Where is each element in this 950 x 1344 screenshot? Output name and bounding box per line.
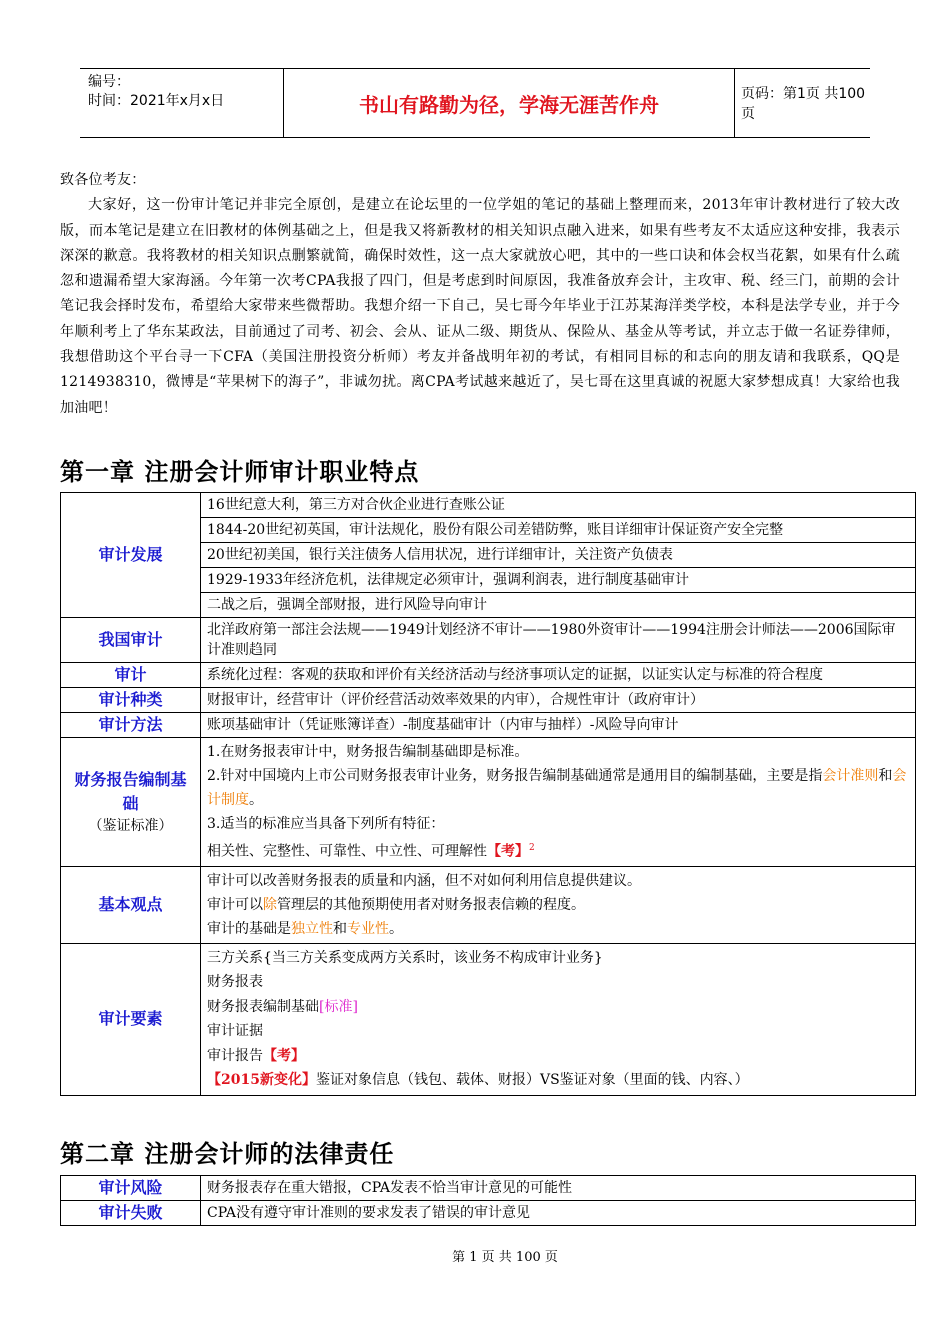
- new-change-tag: 【2015新变化】: [207, 1072, 316, 1089]
- basis-line2: [207, 764, 909, 812]
- table-cell: CPA没有遵守审计准则的要求发表了错误的审计意见: [201, 1201, 916, 1226]
- views-line1: 审计可以改善财务报表的质量和内涵，但不对如何利用信息提供建议。: [207, 872, 641, 889]
- table-cell: 财务报表存在重大错报，CPA发表不恰当审计意见的可能性: [201, 1176, 916, 1201]
- views-line2-end: 管理层的其他预期使用者对财务报表信赖的程度。: [277, 896, 585, 913]
- basis-line3: 3.适当的标准应当具备下列所有特征：: [207, 816, 445, 832]
- basis-line4-text: 相关性、完整性、可靠性、中立性、可理解性: [207, 843, 487, 860]
- table-cell: [201, 943, 916, 1095]
- views-line2-pre: 审计可以: [207, 896, 263, 913]
- views-line2: [207, 893, 909, 917]
- table-row: [61, 688, 916, 713]
- basis-label: 财务报告编制基础: [74, 769, 187, 813]
- row-label: 审计: [61, 663, 201, 688]
- table-cell: [201, 866, 916, 943]
- basis-highlight-system: 会计制度: [207, 768, 907, 808]
- header-info: [88, 73, 278, 111]
- elements-line6: [207, 1068, 909, 1093]
- elements-line5-text: 审计报告: [207, 1047, 263, 1064]
- table-row: [61, 943, 916, 1095]
- table-row: [61, 866, 916, 943]
- header-page: 页码：第1页 共100页: [741, 86, 866, 122]
- intro-body: 大家好，这一份审计笔记并非完全原创，是建立在论坛里的一位学姐的笔记的基础上整理而来，2013年审计教材进行了较大改版，而本笔记是建立在旧教材的体例基础之上，但是我又将新教材的相关知识点融入进来，如果有些考友不太适应这种安排，我表示深深的歉意。我将教材的相关知识点删繁就简，确保时效性，这一点大家就放心吧，其中的一些口诀和体会权当花絮，如果有什么疏忽和遗漏希望大家海涵。今年第一次考CPA我报了四门，但是考虑到时间原因，我准备放弃会计，主攻审、税、经三门，前期的会计笔记我会择时发布，希望给大家带来些微帮助。我想介绍一下自己，吴七哥今年毕业于江苏某海洋类学校，本科是法学专业，并于今年顺利考上了华东某政法，目前通过了司考、初会、会从、证从二级、期货从、保险从、基金从等考试，并立志于做一名证券律师，我想借助这个平台寻一下CFA（美国注册投资分析师）考友并备战明年初的考试，有相同目标的和志向的朋友请和我联系，QQ是1214938310，微博是“苹果树下的海子”，非诚勿扰。离CPA考试越来越近了，吴七哥在这里真诚的祝愿大家梦想成真！大家给也我加油吧！: [60, 197, 900, 416]
- chapter1-title: 第一章 注册会计师审计职业特点: [60, 458, 420, 486]
- intro-greeting: 致各位考友：: [60, 172, 146, 188]
- header-date: 时间：2021年x月x日: [88, 93, 225, 109]
- basis-line4: [207, 836, 909, 864]
- table-row: [61, 618, 916, 663]
- row-label: 审计发展: [61, 493, 201, 618]
- views-highlight-independence: 独立性: [291, 920, 333, 937]
- page-footer: 第 1 页 共 100 页: [452, 1250, 558, 1265]
- table-cell: [201, 738, 916, 867]
- chapter2-table: [60, 1175, 916, 1226]
- header-number: 编号：: [88, 74, 130, 90]
- row-label: 审计要素: [61, 943, 201, 1095]
- table-row: [61, 1201, 916, 1226]
- elements-line3: [207, 995, 909, 1020]
- footnote-mark: 2: [529, 843, 535, 853]
- exam-tag: 【考】: [263, 1047, 305, 1064]
- row-label: 基本观点: [61, 866, 201, 943]
- basis-line1: 1.在财务报表审计中，财务报告编制基础即是标准。: [207, 744, 529, 760]
- views-line3-pre: 审计的基础是: [207, 920, 291, 937]
- table-row: [61, 663, 916, 688]
- intro-letter: [60, 168, 900, 421]
- table-cell: 1844-20世纪初英国，审计法规化，股份有限公司差错防弊，账目详细审计保证资产安全完整: [201, 518, 916, 543]
- table-cell: 1929-1933年经济危机，法律规定必须审计，强调利润表，进行制度基础审计: [201, 568, 916, 593]
- table-cell: 系统化过程：客观的获取和评价有关经济活动与经济事项认定的证据，以证实认定与标准的符合程度: [201, 663, 916, 688]
- row-label: 我国审计: [61, 618, 201, 663]
- row-label: 审计失败: [61, 1201, 201, 1226]
- elements-line2: 财务报表: [207, 974, 263, 991]
- table-cell: 二战之后，强调全部财报，进行风险导向审计: [201, 593, 916, 618]
- table-row: [61, 738, 916, 867]
- basis-line2-text: 2.针对中国境内上市公司财务报表审计业务，财务报告编制基础通常是通用目的编制基础，主要是指: [207, 768, 823, 784]
- basis-sublabel: （鉴证标准）: [88, 817, 173, 834]
- row-label: 审计风险: [61, 1176, 201, 1201]
- views-line3-end: 。: [389, 920, 403, 937]
- standard-tag: [标准]: [319, 998, 358, 1015]
- elements-line1: 三方关系{当三方关系变成两方关系时，该业务不构成审计业务}: [207, 949, 603, 966]
- basis-highlight-standards: 会计准则: [822, 768, 879, 784]
- chapter1-table: [60, 492, 916, 1096]
- exam-tag: 【考】: [487, 843, 529, 860]
- row-label: 审计种类: [61, 688, 201, 713]
- views-highlight-except: 除: [263, 896, 277, 913]
- elements-line5: [207, 1044, 909, 1069]
- elements-line6-text: 鉴证对象信息（钱包、载体、财报）VS鉴证对象（里面的钱、内容、）: [315, 1072, 749, 1089]
- elements-line4: 审计证据: [207, 1023, 263, 1040]
- row-label: 审计方法: [61, 713, 201, 738]
- views-line3-and: 和: [333, 920, 347, 937]
- elements-line3-text: 财务报表编制基础: [207, 998, 319, 1015]
- row-label: [61, 738, 201, 867]
- table-row: [61, 713, 916, 738]
- table-cell: 账项基础审计（凭证账簿详查）-制度基础审计（内审与抽样）-风险导向审计: [201, 713, 916, 738]
- table-cell: 16世纪意大利，第三方对合伙企业进行查账公证: [201, 493, 916, 518]
- table-row: [61, 1176, 916, 1201]
- page-header: [80, 68, 870, 138]
- chapter2-title: 第二章 注册会计师的法律责任: [60, 1140, 395, 1168]
- table-cell: 北洋政府第一部注会法规——1949计划经济不审计——1980外资审计——1994注册会计师法——2006国际审计准则趋同: [201, 618, 916, 663]
- table-cell: 20世纪初美国，银行关注债务人信用状况，进行详细审计，关注资产负债表: [201, 543, 916, 568]
- basis-line2-and: 和: [878, 768, 893, 784]
- views-highlight-professional: 专业性: [347, 920, 389, 937]
- views-line3: [207, 917, 909, 941]
- table-cell: 财报审计，经营审计（评价经营活动效率效果的内审），合规性审计（政府审计）: [201, 688, 916, 713]
- table-row: [61, 493, 916, 518]
- basis-line2-end: 。: [249, 792, 263, 808]
- header-motto: 书山有路勤为径，学海无涯苦作舟: [283, 69, 735, 137]
